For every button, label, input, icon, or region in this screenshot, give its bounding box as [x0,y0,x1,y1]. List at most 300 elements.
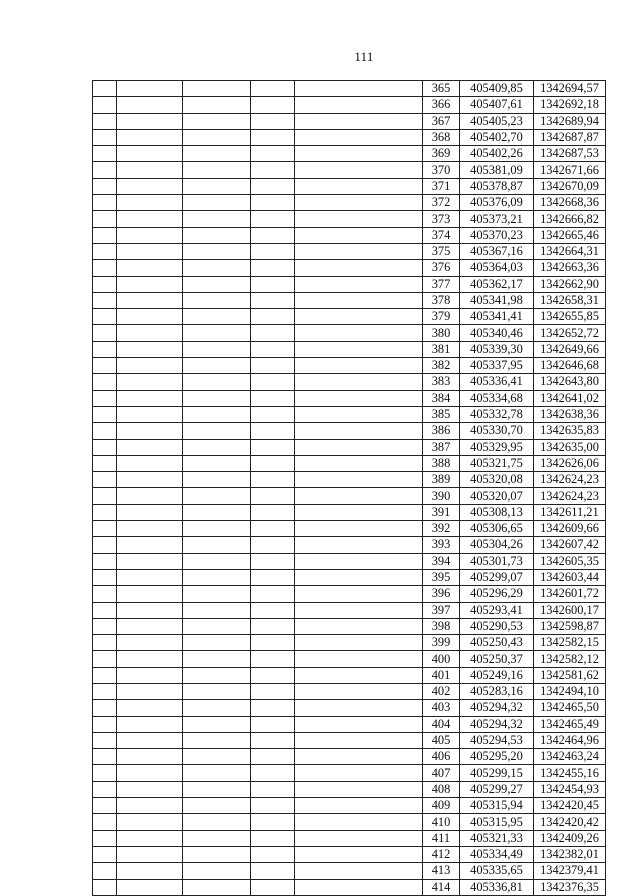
empty-cell [251,113,295,129]
empty-cell [295,700,423,716]
empty-cell [117,716,183,732]
empty-cell [117,374,183,390]
table-row [93,292,606,308]
y-coordinate-cell: 1342655,85 [534,309,606,325]
empty-cell [183,602,251,618]
empty-cell [251,374,295,390]
x-coordinate-cell: 405293,41 [460,602,534,618]
empty-cell [295,749,423,765]
y-coordinate-cell: 1342454,93 [534,781,606,797]
table-row [93,667,606,683]
empty-cell [117,504,183,520]
empty-cell [251,423,295,439]
empty-cell [251,732,295,748]
empty-cell [251,211,295,227]
x-coordinate-cell: 405329,95 [460,439,534,455]
x-coordinate-cell: 405339,30 [460,341,534,357]
y-coordinate-cell: 1342409,26 [534,830,606,846]
point-number-cell: 385 [423,406,460,422]
empty-cell [295,406,423,422]
empty-cell [93,243,117,259]
empty-cell [93,569,117,585]
x-coordinate-cell: 405250,43 [460,635,534,651]
x-coordinate-cell: 405301,73 [460,553,534,569]
point-number-cell: 382 [423,358,460,374]
empty-cell [295,195,423,211]
point-number-cell: 381 [423,341,460,357]
empty-cell [117,814,183,830]
empty-cell [183,341,251,357]
y-coordinate-cell: 1342671,66 [534,162,606,178]
point-number-cell: 387 [423,439,460,455]
empty-cell [93,472,117,488]
empty-cell [93,178,117,194]
empty-cell [117,472,183,488]
empty-cell [295,439,423,455]
empty-cell [251,276,295,292]
point-number-cell: 367 [423,113,460,129]
empty-cell [295,732,423,748]
empty-cell [251,341,295,357]
empty-cell [251,602,295,618]
y-coordinate-cell: 1342605,35 [534,553,606,569]
empty-cell [183,211,251,227]
empty-cell [183,814,251,830]
empty-cell [183,716,251,732]
table-row [93,211,606,227]
x-coordinate-cell: 405341,41 [460,309,534,325]
y-coordinate-cell: 1342658,31 [534,292,606,308]
empty-cell [251,439,295,455]
empty-cell [183,488,251,504]
empty-cell [93,814,117,830]
empty-cell [295,553,423,569]
empty-cell [93,683,117,699]
y-coordinate-cell: 1342624,23 [534,472,606,488]
table-row [93,863,606,879]
empty-cell [183,521,251,537]
x-coordinate-cell: 405376,09 [460,195,534,211]
empty-cell [93,602,117,618]
empty-cell [183,765,251,781]
x-coordinate-cell: 405337,95 [460,358,534,374]
y-coordinate-cell: 1342420,42 [534,814,606,830]
table-row [93,472,606,488]
point-number-cell: 393 [423,537,460,553]
empty-cell [117,781,183,797]
table-row [93,569,606,585]
empty-cell [93,586,117,602]
table-row [93,504,606,520]
empty-cell [117,341,183,357]
empty-cell [251,472,295,488]
empty-cell [93,667,117,683]
empty-cell [117,97,183,113]
empty-cell [295,781,423,797]
empty-cell [93,765,117,781]
empty-cell [295,325,423,341]
empty-cell [93,488,117,504]
y-coordinate-cell: 1342420,45 [534,798,606,814]
y-coordinate-cell: 1342652,72 [534,325,606,341]
empty-cell [251,227,295,243]
empty-cell [93,423,117,439]
point-number-cell: 372 [423,195,460,211]
empty-cell [117,798,183,814]
y-coordinate-cell: 1342464,96 [534,732,606,748]
empty-cell [117,488,183,504]
x-coordinate-cell: 405409,85 [460,81,534,97]
y-coordinate-cell: 1342624,23 [534,488,606,504]
x-coordinate-cell: 405334,49 [460,846,534,862]
point-number-cell: 386 [423,423,460,439]
empty-cell [93,358,117,374]
table-row [93,814,606,830]
table-row [93,488,606,504]
y-coordinate-cell: 1342626,06 [534,455,606,471]
empty-cell [183,146,251,162]
y-coordinate-cell: 1342376,35 [534,879,606,895]
empty-cell [93,635,117,651]
x-coordinate-cell: 405308,13 [460,504,534,520]
point-number-cell: 403 [423,700,460,716]
empty-cell [295,309,423,325]
table-row [93,635,606,651]
x-coordinate-cell: 405402,70 [460,129,534,145]
empty-cell [183,651,251,667]
empty-cell [93,863,117,879]
empty-cell [183,406,251,422]
empty-cell [117,211,183,227]
x-coordinate-cell: 405336,81 [460,879,534,895]
table-row [93,765,606,781]
empty-cell [251,504,295,520]
page-number: 111 [354,49,374,64]
empty-cell [117,81,183,97]
point-number-cell: 405 [423,732,460,748]
empty-cell [183,276,251,292]
point-number-cell: 409 [423,798,460,814]
x-coordinate-cell: 405367,16 [460,243,534,259]
point-number-cell: 411 [423,830,460,846]
table-row [93,830,606,846]
empty-cell [183,863,251,879]
empty-cell [295,651,423,667]
x-coordinate-cell: 405341,98 [460,292,534,308]
point-number-cell: 410 [423,814,460,830]
coordinates-table [92,80,606,896]
empty-cell [93,276,117,292]
empty-cell [295,846,423,862]
empty-cell [117,618,183,634]
empty-cell [295,211,423,227]
x-coordinate-cell: 405283,16 [460,683,534,699]
empty-cell [93,504,117,520]
empty-cell [251,863,295,879]
empty-cell [251,814,295,830]
x-coordinate-cell: 405290,53 [460,618,534,634]
empty-cell [183,325,251,341]
y-coordinate-cell: 1342465,49 [534,716,606,732]
point-number-cell: 389 [423,472,460,488]
point-number-cell: 373 [423,211,460,227]
empty-cell [295,97,423,113]
empty-cell [183,439,251,455]
empty-cell [183,260,251,276]
empty-cell [117,243,183,259]
table-row [93,602,606,618]
empty-cell [117,423,183,439]
empty-cell [295,292,423,308]
table-row [93,195,606,211]
empty-cell [295,178,423,194]
empty-cell [295,798,423,814]
point-number-cell: 412 [423,846,460,862]
empty-cell [183,879,251,895]
empty-cell [117,406,183,422]
y-coordinate-cell: 1342582,15 [534,635,606,651]
x-coordinate-cell: 405294,53 [460,732,534,748]
point-number-cell: 374 [423,227,460,243]
x-coordinate-cell: 405370,23 [460,227,534,243]
empty-cell [251,390,295,406]
point-number-cell: 406 [423,749,460,765]
empty-cell [251,243,295,259]
empty-cell [93,830,117,846]
empty-cell [117,732,183,748]
x-coordinate-cell: 405378,87 [460,178,534,194]
empty-cell [295,341,423,357]
empty-cell [295,162,423,178]
table-row [93,81,606,97]
empty-cell [295,537,423,553]
empty-cell [295,488,423,504]
x-coordinate-cell: 405295,20 [460,749,534,765]
point-number-cell: 398 [423,618,460,634]
empty-cell [251,309,295,325]
y-coordinate-cell: 1342663,36 [534,260,606,276]
point-number-cell: 365 [423,81,460,97]
x-coordinate-cell: 405321,33 [460,830,534,846]
empty-cell [117,651,183,667]
point-number-cell: 402 [423,683,460,699]
x-coordinate-cell: 405306,65 [460,521,534,537]
empty-cell [183,81,251,97]
x-coordinate-cell: 405373,21 [460,211,534,227]
empty-cell [295,146,423,162]
table-row [93,749,606,765]
table-row [93,227,606,243]
empty-cell [251,553,295,569]
empty-cell [117,178,183,194]
empty-cell [183,749,251,765]
empty-cell [251,765,295,781]
point-number-cell: 371 [423,178,460,194]
empty-cell [251,749,295,765]
empty-cell [117,276,183,292]
empty-cell [183,113,251,129]
empty-cell [183,830,251,846]
empty-cell [183,374,251,390]
empty-cell [183,504,251,520]
empty-cell [93,390,117,406]
point-number-cell: 401 [423,667,460,683]
empty-cell [183,423,251,439]
y-coordinate-cell: 1342382,01 [534,846,606,862]
point-number-cell: 380 [423,325,460,341]
empty-cell [183,781,251,797]
empty-cell [183,243,251,259]
y-coordinate-cell: 1342603,44 [534,569,606,585]
table-row [93,341,606,357]
x-coordinate-cell: 405321,75 [460,455,534,471]
y-coordinate-cell: 1342687,53 [534,146,606,162]
table-row [93,390,606,406]
empty-cell [93,521,117,537]
empty-cell [251,651,295,667]
x-coordinate-cell: 405296,29 [460,586,534,602]
empty-cell [117,602,183,618]
empty-cell [251,521,295,537]
empty-cell [295,602,423,618]
empty-cell [117,667,183,683]
empty-cell [183,798,251,814]
table-row [93,586,606,602]
empty-cell [117,390,183,406]
x-coordinate-cell: 405315,94 [460,798,534,814]
empty-cell [295,635,423,651]
y-coordinate-cell: 1342664,31 [534,243,606,259]
empty-cell [251,716,295,732]
table-row [93,162,606,178]
empty-cell [117,162,183,178]
empty-cell [251,358,295,374]
empty-cell [117,700,183,716]
empty-cell [93,439,117,455]
table-row [93,276,606,292]
empty-cell [117,325,183,341]
y-coordinate-cell: 1342641,02 [534,390,606,406]
x-coordinate-cell: 405249,16 [460,667,534,683]
empty-cell [93,700,117,716]
table-row [93,260,606,276]
empty-cell [93,651,117,667]
empty-cell [117,553,183,569]
empty-cell [295,276,423,292]
table-row [93,879,606,895]
point-number-cell: 395 [423,569,460,585]
empty-cell [295,129,423,145]
point-number-cell: 388 [423,455,460,471]
y-coordinate-cell: 1342463,24 [534,749,606,765]
x-coordinate-cell: 405294,32 [460,716,534,732]
y-coordinate-cell: 1342598,87 [534,618,606,634]
empty-cell [93,97,117,113]
empty-cell [183,178,251,194]
point-number-cell: 369 [423,146,460,162]
point-number-cell: 391 [423,504,460,520]
empty-cell [183,732,251,748]
empty-cell [117,227,183,243]
empty-cell [295,243,423,259]
y-coordinate-cell: 1342635,83 [534,423,606,439]
x-coordinate-cell: 405320,08 [460,472,534,488]
x-coordinate-cell: 405299,27 [460,781,534,797]
empty-cell [295,81,423,97]
table-row [93,325,606,341]
x-coordinate-cell: 405381,09 [460,162,534,178]
x-coordinate-cell: 405336,41 [460,374,534,390]
x-coordinate-cell: 405304,26 [460,537,534,553]
empty-cell [295,814,423,830]
empty-cell [183,162,251,178]
empty-cell [251,488,295,504]
empty-cell [251,667,295,683]
empty-cell [117,455,183,471]
empty-cell [295,260,423,276]
table-row [93,553,606,569]
empty-cell [93,732,117,748]
empty-cell [117,749,183,765]
table-row [93,798,606,814]
table-row [93,423,606,439]
empty-cell [93,553,117,569]
y-coordinate-cell: 1342666,82 [534,211,606,227]
empty-cell [117,765,183,781]
empty-cell [183,358,251,374]
empty-cell [183,700,251,716]
empty-cell [93,879,117,895]
empty-cell [251,178,295,194]
point-number-cell: 379 [423,309,460,325]
empty-cell [251,879,295,895]
empty-cell [183,455,251,471]
y-coordinate-cell: 1342455,16 [534,765,606,781]
empty-cell [295,586,423,602]
empty-cell [251,129,295,145]
table-row [93,374,606,390]
empty-cell [183,309,251,325]
table-row [93,846,606,862]
empty-cell [295,455,423,471]
empty-cell [93,537,117,553]
table-row [93,243,606,259]
empty-cell [251,635,295,651]
empty-cell [295,618,423,634]
empty-cell [93,341,117,357]
x-coordinate-cell: 405364,03 [460,260,534,276]
empty-cell [117,846,183,862]
empty-cell [93,455,117,471]
x-coordinate-cell: 405335,65 [460,863,534,879]
empty-cell [93,749,117,765]
empty-cell [93,292,117,308]
empty-cell [93,113,117,129]
empty-cell [251,406,295,422]
x-coordinate-cell: 405320,07 [460,488,534,504]
x-coordinate-cell: 405299,07 [460,569,534,585]
empty-cell [183,553,251,569]
point-number-cell: 378 [423,292,460,308]
y-coordinate-cell: 1342609,66 [534,521,606,537]
point-number-cell: 392 [423,521,460,537]
point-number-cell: 396 [423,586,460,602]
x-coordinate-cell: 405250,37 [460,651,534,667]
point-number-cell: 414 [423,879,460,895]
empty-cell [251,846,295,862]
empty-cell [117,683,183,699]
empty-cell [183,618,251,634]
